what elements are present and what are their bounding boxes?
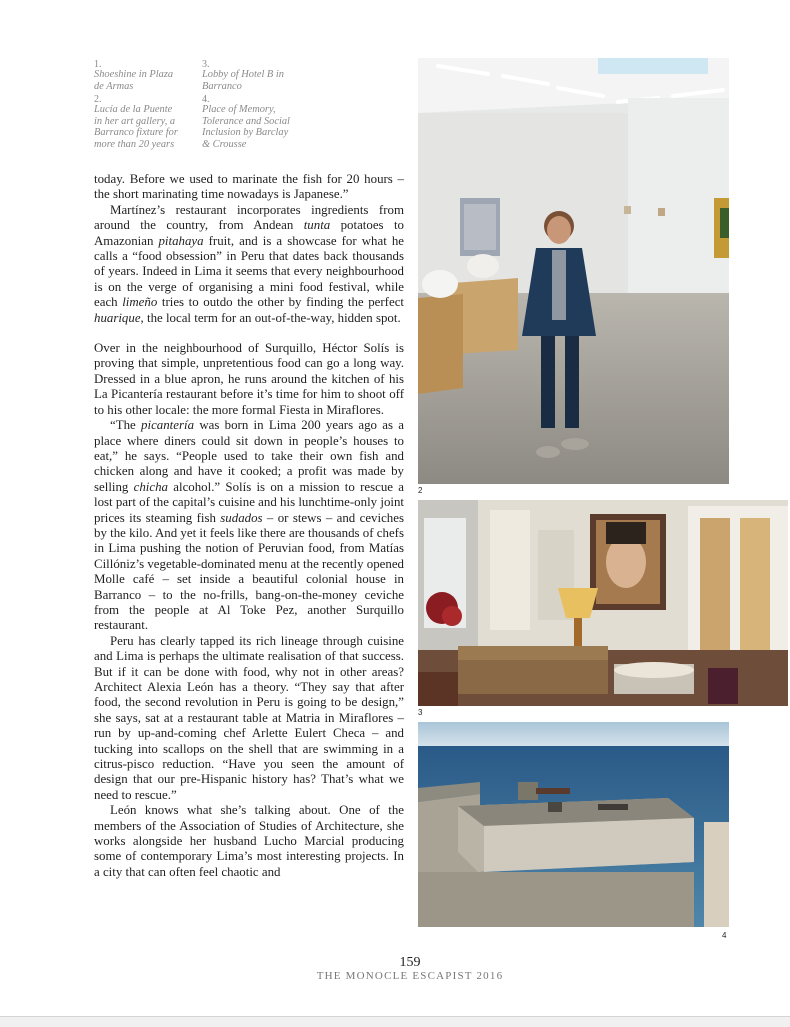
caption-number: 2. — [94, 94, 102, 105]
italic-term: chicha — [133, 479, 169, 494]
article-paragraph — [94, 634, 404, 803]
caption-text: Place of Memory, Tolerance and Social Inclusion by Barclay & Crousse — [202, 104, 290, 150]
lobby-illustration — [418, 500, 788, 706]
caption-text: Lobby of Hotel B in Barranco — [202, 69, 284, 92]
italic-term: picantería — [141, 418, 195, 433]
photo-gallery-portrait — [418, 58, 729, 484]
article-paragraph — [94, 803, 404, 880]
text-run: “The — [110, 418, 142, 433]
text-run: Peru has clearly tapped its rich lineage through cuisine and Lima is perhaps the ultimate realisation of that success. But if it can be done with food, why not in other areas? Architect Alexia León has a theory. “They say that after food, the second revolution in Peru is going to be design,” she says, sat at a restaurant table at Matria in Miraflores – run by up-and-coming chef Arlette Eulert Checa – and tucking into scallops on the shell that are swimming in a citrus-pisco reduction. “Have you seen the amount of design that our pre-Hispanic history has? That’s what we need to rescue.” — [94, 633, 404, 802]
publication-title: THE MONOCLE ESCAPIST 2016 — [316, 970, 504, 982]
article-paragraph — [94, 341, 404, 418]
photo-number-3: 3 — [418, 708, 423, 717]
caption-3 — [202, 60, 284, 92]
photo-captions — [94, 60, 314, 156]
gallery-illustration — [418, 58, 729, 484]
text-run: alcohol.” Solís is on a mission to rescue a lost part of the capital’s cuisine and his lunchtime-only joint prices its steaming fish — [94, 479, 404, 525]
article-paragraph — [94, 172, 404, 203]
italic-term: pitahaya — [158, 233, 204, 248]
text-run: was born in Lima 200 years ago as a place where diners could sit down in people’s houses to eat,” he says. “People used to take their own fish and chicken along and have it cooked; a profit was made by selling — [94, 418, 404, 494]
article-paragraph — [94, 203, 404, 326]
photo-number-2: 2 — [418, 486, 423, 495]
page-number: 159 — [399, 955, 421, 970]
caption-text: Shoeshine in Plaza de Armas — [94, 69, 174, 92]
caption-number: 1. — [94, 59, 102, 70]
photo-number-4: 4 — [722, 931, 727, 940]
italic-term: sudados — [220, 510, 263, 525]
text-run: Over in the neighbourhood of Surquillo, Héctor Solís is proving that simple, unpretentious food can go a long way. Dressed in a blue apron, he runs around the kitchen of his La Picantería restaurant before it’s time for him to shoot off to his other locale: the more formal Fiesta in Miraflores. — [94, 341, 404, 417]
caption-1 — [94, 60, 173, 92]
viewer-bottom-edge — [0, 1016, 790, 1027]
photo-memory-building — [418, 722, 729, 927]
building-illustration — [418, 722, 729, 927]
caption-4 — [202, 95, 290, 150]
text-run: today. Before we used to marinate the fish for 20 hours – the short marinating time nowadays is Japanese.” — [94, 172, 404, 202]
photo-hotel-lobby — [418, 500, 788, 706]
article-body — [94, 172, 404, 880]
italic-term: limeño — [122, 295, 158, 310]
text-run: León knows what she’s talking about. One of the members of the Association of Studies of Architecture, she works alongside her husband Lucho Marcial producing some of contemporary Lima’s most interesting projects. In a city that can often feel chaotic and — [94, 803, 404, 879]
text-run: Martínez’s restaurant incorporates ingredients from around the country, from Andean — [94, 202, 404, 233]
text-run: , the local term for an out-of-the-way, hidden spot. — [140, 310, 401, 325]
caption-number: 4. — [202, 94, 210, 105]
text-run: – or stews – and ceviches by the kilo. And yet it feels like there are thousands of chefs in Lima pushing the notion of Peruvian food, from Matías Cillóniz’s vegetable-dominated menu at the recently opened Molle café – set inside a beautiful colonial house in Barranco – to the no-frills, bang-on-the-money ceviche from the people at Al Toke Pez, another Surquillo restaurant. — [94, 510, 404, 633]
caption-2 — [94, 95, 178, 150]
text-run: tries to outdo the other by finding the perfect — [157, 295, 404, 310]
italic-term: tunta — [303, 218, 331, 233]
caption-number: 3. — [202, 59, 210, 70]
text-run: potatoes to Amazonian — [94, 218, 404, 248]
caption-text: Lucía de la Puente in her art gallery, a Barranco fixture for more than 20 years — [94, 104, 178, 150]
text-run: fruit, and is a showcase for what he calls a “food obsession” in Peru that dates back thousands of years. Indeed in Lima it seems that every neighbourhood is on the verge of organising a mini food festival, while each — [94, 233, 404, 310]
article-paragraph — [94, 418, 404, 634]
italic-term: huarique — [94, 310, 141, 325]
